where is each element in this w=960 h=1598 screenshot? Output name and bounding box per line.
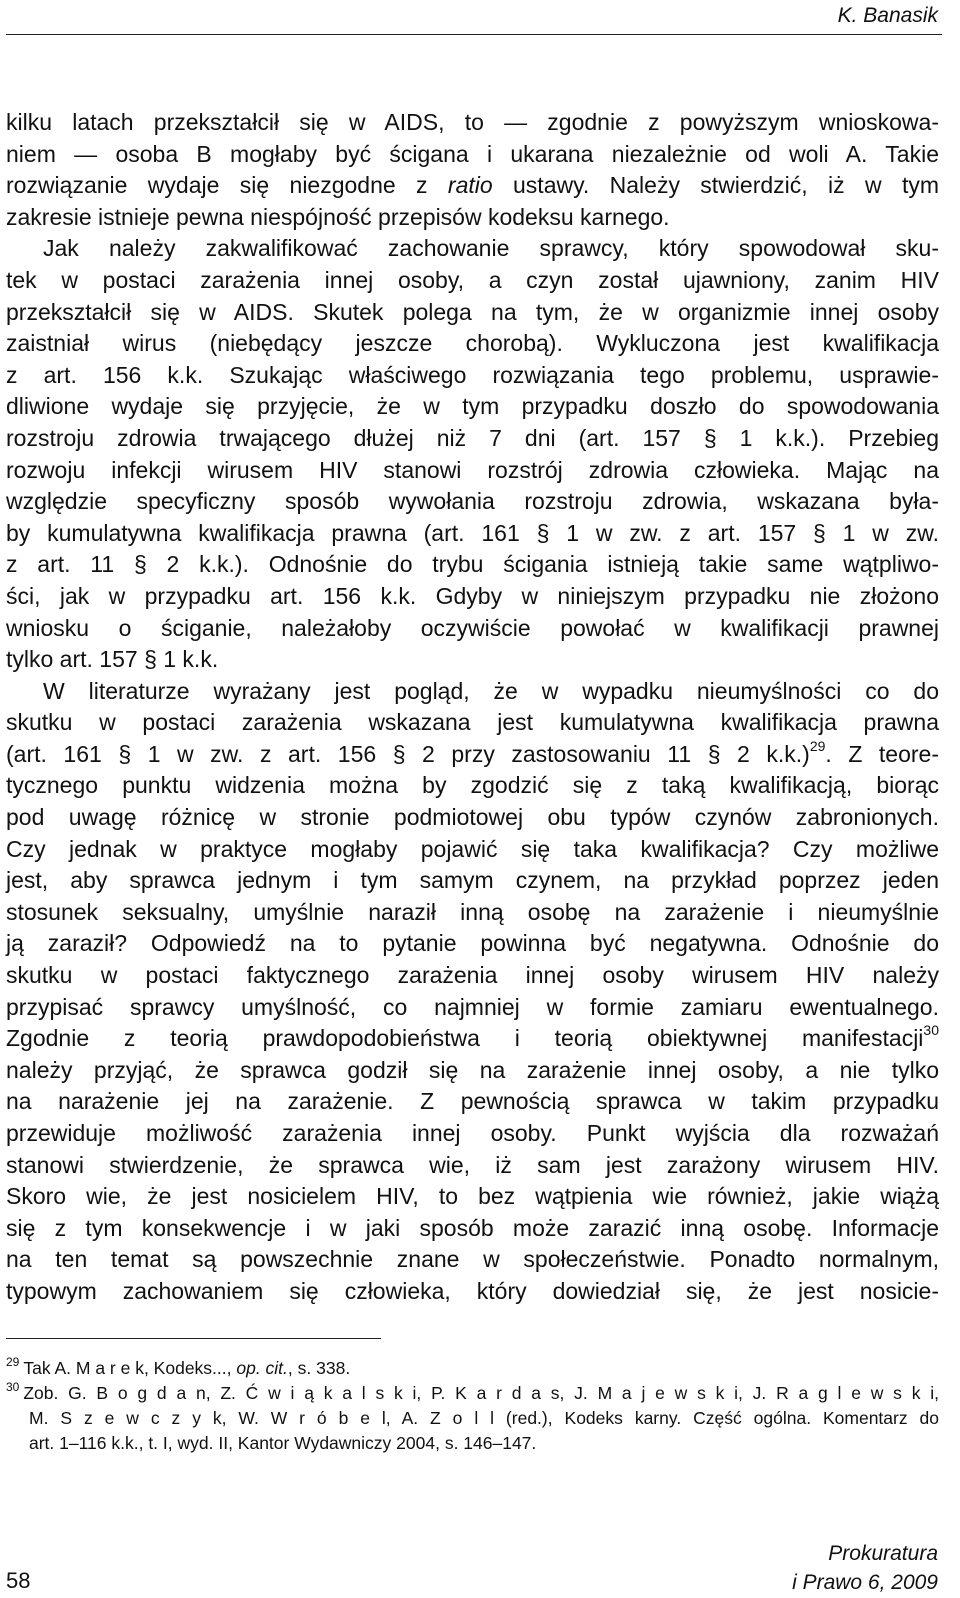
footnote-reference: 30 — [923, 1022, 939, 1039]
text-line-content: Zgodnie z teorią prawdopodobieństwa i teorią obiektywnej manifestacji — [6, 1025, 924, 1052]
footnote-line — [6, 1406, 939, 1431]
text-line — [6, 1023, 939, 1055]
text-line: względzie specyficzny sposób wywołania rozstroju zdrowia, wskazana była- — [6, 488, 939, 515]
text-line — [6, 739, 939, 771]
text-line: rozwiązanie wydaje się niezgodne z ratio ustawy. Należy stwierdzić, iż w tym — [6, 172, 940, 199]
text-line: przypisać sprawcy umyślność, co najmniej w formie zamiaru ewentualnego. — [6, 993, 939, 1020]
footnote-text: Zob. G. B o g d a n, Z. Ć w i ą k a l s k i, P. K a r d a s, J. M a j e w s k i, J. R a g l e w s k i, — [23, 1383, 939, 1403]
footnote-line — [6, 1356, 939, 1381]
footnote-text: Tak A. M a r e k, Kodeks..., op. cit., s. 338. — [23, 1358, 351, 1378]
text-line: niem — osoba B mogłaby być ścigana i ukarana niezależnie od woli A. Takie — [6, 140, 939, 167]
text-line: na ten temat są powszechnie znane w społeczeństwie. Ponadto normalnym, — [6, 1246, 939, 1273]
text-line: ści, jak w przypadku art. 156 k.k. Gdyby w niniejszym przypadku nie złożono — [6, 582, 939, 609]
footnotes — [6, 1356, 939, 1456]
text-line: stosunek seksualny, umyślnie naraził inną osobę na zarażenie i nieumyślnie — [6, 898, 939, 925]
text-line: Czy jednak w praktyce mogłaby pojawić się taka kwalifikacja? Czy możliwe — [6, 835, 939, 862]
text-line: wniosku o ściganie, należałoby oczywiście powołać w kwalifikacji prawnej — [6, 614, 939, 641]
text-line: skutku w postaci zarażenia wskazana jest kumulatywna kwalifikacja prawna — [6, 709, 939, 736]
text-line: typowym zachowaniem się człowieka, który dowiedział się, że jest nosicie- — [6, 1277, 939, 1304]
text-line: z art. 156 k.k. Szukając właściwego rozwiązania tego problemu, usprawie- — [6, 361, 939, 388]
text-line-content: (art. 161 § 1 w zw. z art. 156 § 2 przy zastosowaniu 11 § 2 k.k.) — [6, 740, 810, 767]
text-line: się z tym konsekwencje i w jaki sposób może zarazić inną osobę. Informacje — [6, 1214, 939, 1241]
running-head-author: K. Banasik — [837, 4, 938, 27]
text-line: na narażenie jej na zarażenie. Z pewnością sprawca w takim przypadku — [6, 1088, 939, 1115]
text-line: zaistniał wirus (niebędący jeszcze chorobą). Wykluczona jest kwalifikacja — [6, 330, 939, 357]
text-line: z art. 11 § 2 k.k.). Odnośnie do trybu ścigania istnieją takie same wątpliwo- — [6, 551, 939, 578]
text-line: pod uwagę różnicę w stronie podmiotowej obu typów czynów zabronionych. — [6, 804, 939, 831]
text-line: zakresie istnieje pewna niespójność przepisów kodeksu karnego. — [6, 203, 670, 230]
footnote-number: 30 — [6, 1380, 20, 1394]
footnote-reference: 29 — [809, 737, 826, 754]
footnote-line — [6, 1431, 939, 1456]
text-line: tek w postaci zarażenia innej osoby, a czyn został ujawniony, zanim HIV — [6, 266, 939, 293]
footnote-number: 29 — [6, 1355, 20, 1369]
text-line: kilku latach przekształcił się w AIDS, to — zgodnie z powyższym wnioskowa- — [6, 109, 939, 135]
text-line: tycznego punktu widzenia można by zgodzić się z taką kwalifikacją, biorąc — [6, 772, 939, 799]
footnote-divider — [6, 1338, 381, 1339]
journal-info — [792, 1539, 938, 1597]
text-line: tylko art. 157 § 1 k.k. — [6, 646, 219, 673]
footnote-line — [6, 1381, 939, 1406]
footnote-text: M. S z e w c z y k, W. W r ó b e l, A. Z o l l (red.), Kodeks karny. Część ogólna. Komentarz do — [29, 1408, 939, 1428]
text-line: W literaturze wyrażany jest pogląd, że w wypadku nieumyślności co do — [43, 677, 939, 704]
body-text — [6, 107, 939, 1308]
text-line: przewiduje możliwość zarażenia innej osoby. Punkt wyjścia dla rozważań — [6, 1120, 939, 1146]
text-line: Jak należy zakwalifikować zachowanie sprawcy, który spowodował sku- — [43, 235, 939, 262]
text-line: należy przyjąć, że sprawca godził się na zarażenie innej osoby, a nie tylko — [6, 1056, 939, 1083]
text-line: Skoro wie, że jest nosicielem HIV, to bez wątpienia wie również, jakie wiążą — [6, 1183, 939, 1210]
text-line: rozstroju zdrowia trwającego dłużej niż 7 dni (art. 157 § 1 k.k.). Przebieg — [6, 424, 939, 451]
text-line: by kumulatywna kwalifikacja prawna (art. 161 § 1 w zw. z art. 157 § 1 w zw. — [6, 519, 939, 546]
page-number: 58 — [6, 1568, 31, 1593]
text-line: przekształcił się w AIDS. Skutek polega na tym, że w organizmie innej osoby — [6, 298, 939, 325]
header-divider — [6, 34, 942, 35]
text-line: ją zaraził? Odpowiedź na to pytanie powinna być negatywna. Odnośnie do — [6, 930, 939, 957]
journal-title: Prokuratura — [828, 1542, 938, 1565]
footnote-text: art. 1–116 k.k., t. I, wyd. II, Kantor Wydawniczy 2004, s. 146–147. — [29, 1433, 537, 1453]
text-line: dliwione wydaje się przyjęcie, że w tym przypadku doszło do spowodowania — [6, 393, 939, 420]
text-line: jest, aby sprawca jednym i tym samym czynem, na przykład poprzez jeden — [6, 867, 939, 894]
text-line: stanowi stwierdzenie, że sprawca wie, iż sam jest zarażony wirusem HIV. — [6, 1151, 939, 1178]
journal-issue: i Prawo 6, 2009 — [792, 1571, 938, 1594]
text-line: skutku w postaci faktycznego zarażenia innej osoby wirusem HIV należy — [6, 962, 939, 989]
text-line-tail: . Z teore- — [825, 740, 940, 767]
text-line: rozwoju infekcji wirusem HIV stanowi rozstrój zdrowia człowieka. Mając na — [6, 456, 939, 483]
